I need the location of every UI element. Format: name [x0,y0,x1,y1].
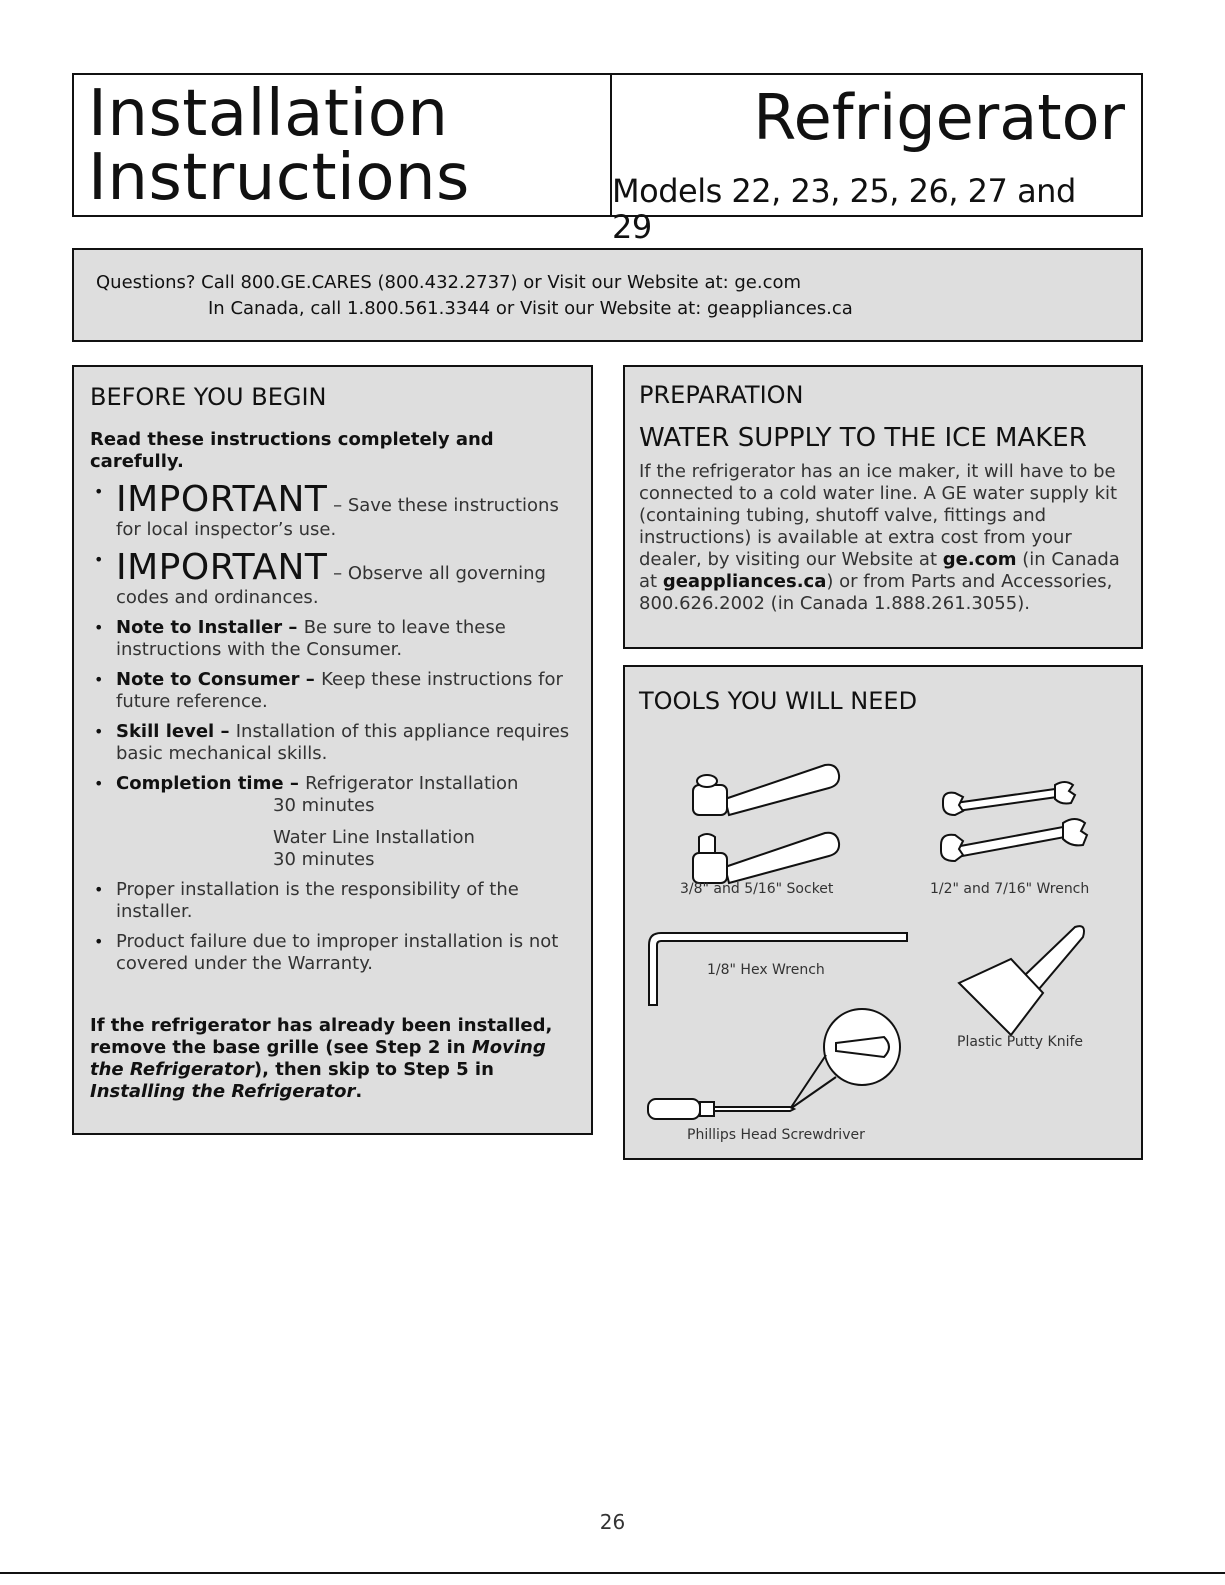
wrench-icon [935,775,1095,875]
item-lead: Completion time [116,773,284,794]
body-text: (in Canada at [639,549,1120,592]
hex-wrench-label: 1/8" Hex Wrench [707,962,825,978]
list-item [90,481,580,541]
separator: – [327,495,348,516]
website-link: ge.com [942,549,1017,570]
body-text: ) or from Parts and Accessories, 800.626.2002 (in Canada 1.888.261.3055). [639,571,1113,614]
bottom-rule [0,1572,1225,1574]
contact-us: Questions? Call 800.GE.CARES (800.432.2737) or Visit our Website at: ge.com [96,272,802,293]
list-item [90,879,580,923]
completion-time-2: 30 minutes [273,849,375,870]
putty-knife-icon [955,919,1095,1039]
intro-text: Read these instructions completely and carefully. [90,429,494,472]
already-installed-note [90,1015,570,1103]
preparation-section [623,365,1143,649]
separator: – [282,617,304,638]
screwdriver-label: Phillips Head Screwdriver [687,1127,865,1143]
item-text: Keep these instructions for future reference. [116,669,563,712]
putty-knife-label: Plastic Putty Knife [957,1034,1083,1050]
separator: – [214,721,236,742]
list-item [90,931,580,975]
item-lead: Skill level [116,721,215,742]
bullet-list [90,481,580,983]
contact-canada: In Canada, call 1.800.561.3344 or Visit our Website at: geappliances.ca [208,298,853,319]
item-lead: Note to Consumer [116,669,300,690]
wrench-label: 1/2" and 7/16" Wrench [930,881,1090,897]
socket-label: 3/8" and 5/16" Socket [680,881,834,897]
note-reference: Installing the Refrigerator [90,1081,356,1102]
note-text: ), then skip to Step 5 in [253,1059,494,1080]
separator: – [327,563,348,584]
item-text: Save these instructions for local inspector’s use. [116,495,559,540]
contact-bar [72,248,1143,342]
important-label: IMPORTANT [116,547,328,588]
section-title: TOOLS YOU WILL NEED [639,687,918,715]
models-line: Models 22, 23, 25, 26, 27 and 29 [612,172,1076,246]
item-lead: Note to Installer [116,617,283,638]
page-number: 26 [599,1510,626,1534]
list-item [90,773,580,871]
important-label: IMPORTANT [116,479,328,520]
separator: – [299,669,322,690]
before-you-begin-section [72,365,593,1135]
list-item [90,617,580,661]
list-item [90,669,580,713]
socket-icon [685,755,855,885]
body-text: If the refrigerator has an ice maker, it will have to be connected to a cold water line. A GE water supply kit (containing tubing, shutoff valve, fittings and instructions) is available at extra cost from your dealer, by visiting our Website at [639,461,1118,570]
separator: – [283,773,306,794]
item-text: Proper installation is the responsibility of the installer. [116,879,519,922]
section-title: PREPARATION [639,381,804,409]
note-text: If the refrigerator has already been installed, remove the base grille (see Step 2 in [90,1015,553,1058]
product-block [610,73,1143,246]
website-link-canada: geappliances.ca [662,571,827,592]
list-item [90,549,580,609]
section-subtitle: WATER SUPPLY TO THE ICE MAKER [639,423,1087,453]
note-text: . [355,1081,363,1102]
completion-time-1: 30 minutes [273,795,375,816]
preparation-text [639,461,1133,615]
list-item [90,721,580,765]
section-title: BEFORE YOU BEGIN [90,383,327,411]
item-text: Installation of this appliance requires basic mechanical skills. [116,721,570,764]
item-text: Product failure due to improper installation is not covered under the Warranty. [116,931,559,974]
note-reference: Moving the Refrigerator [90,1037,546,1080]
tools-section [623,665,1143,1160]
title-line-1: Installation [88,77,449,151]
water-line-label: Water Line Installation [273,827,475,848]
item-text: Observe all governing codes and ordinances. [116,563,546,608]
screwdriver-icon [640,1007,930,1127]
title-block [72,73,612,217]
item-text: Refrigerator Installation [305,773,519,794]
product-name: Refrigerator [753,81,1125,154]
title-line-2: Instructions [88,141,470,215]
item-text: Be sure to leave these instructions with the Consumer. [116,617,506,660]
